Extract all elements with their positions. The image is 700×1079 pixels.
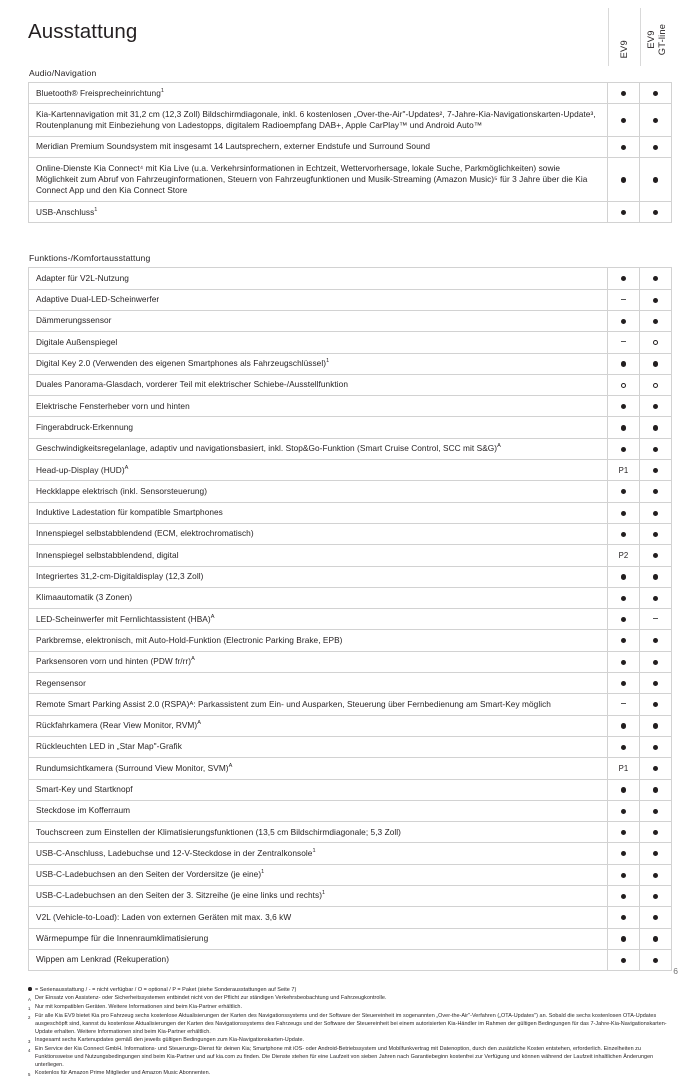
marker-cell-ev9 <box>608 630 640 651</box>
marker-standard-icon <box>621 319 626 324</box>
marker-cell-ev9 <box>608 289 640 310</box>
marker-cell-ev9_gtline <box>640 310 672 331</box>
marker-cell-ev9 <box>608 843 640 864</box>
marker-cell-ev9_gtline <box>640 268 672 289</box>
marker-cell-ev9 <box>608 268 640 289</box>
marker-standard-icon <box>653 638 658 643</box>
marker-cell-ev9 <box>608 502 640 523</box>
marker-standard-icon <box>653 298 658 303</box>
feature-name: Parkbremse, elektronisch, mit Auto-Hold-Funktion (Electronic Parking Brake, EPB) <box>29 630 608 651</box>
footnote-reference: 1 <box>312 848 316 855</box>
feature-name: Remote Smart Parking Assist 2.0 (RSPA)ᴬ: Parkassistent zum Ein- und Ausparken, Steuerung über Fernbedienung am Smart-Key möglich <box>29 694 608 715</box>
footnote-item <box>28 995 672 1004</box>
marker-standard-icon <box>653 660 658 665</box>
marker-cell-ev9 <box>608 396 640 417</box>
table-row <box>29 460 672 481</box>
marker-cell-ev9_gtline <box>640 545 672 566</box>
footnote-item <box>28 1046 672 1070</box>
feature-name: Regensensor <box>29 673 608 694</box>
marker-standard-icon <box>653 787 658 792</box>
marker-cell-ev9_gtline <box>640 864 672 885</box>
section-title: Funktions-/Komfortausstattung <box>29 253 151 264</box>
marker-cell-ev9 <box>608 523 640 544</box>
marker-standard-icon <box>653 936 658 941</box>
marker-standard-icon <box>621 532 626 537</box>
feature-name: Bluetooth® Freisprecheinrichtung$^1$ <box>29 83 608 104</box>
table-row <box>29 136 672 157</box>
marker-standard-icon <box>653 574 658 579</box>
marker-standard-icon <box>621 638 626 643</box>
footnote-item <box>28 1013 672 1037</box>
table-row <box>29 374 672 395</box>
marker-optional-icon <box>621 383 626 388</box>
marker-standard-icon <box>653 723 658 728</box>
marker-cell-ev9_gtline <box>640 736 672 757</box>
table-row <box>29 694 672 715</box>
marker-standard-icon <box>621 596 626 601</box>
table-row <box>29 396 672 417</box>
footnote-marker: 3 <box>28 1038 31 1044</box>
footnote-text: Kostenlos für Amazon Prime Mitglieder und Amazon Music Abonnenten. <box>35 1069 211 1076</box>
footnote-marker: 4 <box>28 1047 31 1053</box>
marker-cell-ev9 <box>608 460 640 481</box>
marker-cell-ev9_gtline <box>640 630 672 651</box>
marker-standard-icon <box>653 91 658 96</box>
marker-standard-icon <box>653 177 658 182</box>
marker-standard-icon <box>653 873 658 878</box>
feature-name: Integriertes 31,2-cm-Digitaldisplay (12,3 Zoll) <box>29 566 608 587</box>
footnote-text: Für alle Kia EV9 bietet Kia pro Fahrzeug sechs kostenlose Aktualisierungen der Karten des Navigationssystems und der Software der Steuereinheit im sogenannten „Over-the-Air"-Verfahren („OTA-Updates") an. Sobald die sechs kostenlosen OTA-Updates ausgeschöpft sind, kannst du kostenlose Aktualisierungen der Karten des Navigationssystems des Fahrzeugs und der Software der Steuereinheit bei einem autorisierten Kia-Händler im Rahmen der gültigen Bedingungen für das 7-Jahre-Kia-Navigationskarten-Update erhalten. Weitere Informationen sind beim Kia-Partner erhältlich. <box>35 1013 667 1035</box>
feature-name: Fingerabdruck-Erkennung <box>29 417 608 438</box>
table-row <box>29 438 672 459</box>
footnote-marker: 5 <box>28 1071 31 1077</box>
marker-standard-icon <box>621 177 626 182</box>
marker-standard-icon <box>653 830 658 835</box>
marker-standard-icon <box>621 723 626 728</box>
marker-standard-icon <box>653 915 658 920</box>
table-row <box>29 417 672 438</box>
marker-package-label: P1 <box>618 465 629 475</box>
marker-cell-ev9 <box>608 545 640 566</box>
marker-cell-ev9 <box>608 353 640 374</box>
footnote-reference: 1 <box>326 358 330 365</box>
marker-cell-ev9_gtline <box>640 136 672 157</box>
section-funktions-komfortausstattung <box>28 253 672 971</box>
marker-cell-ev9 <box>608 104 640 137</box>
marker-cell-ev9 <box>608 566 640 587</box>
feature-name: Klimaautomatik (3 Zonen) <box>29 587 608 608</box>
footnote-item <box>28 987 672 995</box>
footnote-reference: A <box>124 464 129 471</box>
marker-standard-icon <box>621 511 626 516</box>
marker-standard-icon <box>621 873 626 878</box>
feature-name: Touchscreen zum Einstellen der Klimatisierungsfunktionen (13,5 cm Bildschirmdiagonale; 5,3 Zoll) <box>29 822 608 843</box>
table-row <box>29 289 672 310</box>
table-row <box>29 907 672 928</box>
table-row <box>29 332 672 353</box>
marker-standard-icon <box>653 532 658 537</box>
table-row <box>29 523 672 544</box>
feature-name: Geschwindigkeitsregelanlage, adaptiv und navigationsbasiert, inkl. Stop&Go-Funktion (Smart Cruise Control, SCC mit S&G)$^A$ <box>29 438 608 459</box>
column-header-label: EV9 GT-line <box>646 23 667 56</box>
marker-standard-icon <box>653 447 658 452</box>
footnote-reference: 1 <box>261 869 265 876</box>
table-row <box>29 502 672 523</box>
marker-standard-icon <box>653 958 658 963</box>
marker-standard-icon <box>653 596 658 601</box>
marker-unavailable-icon <box>621 703 626 704</box>
marker-package-label: P1 <box>618 763 629 773</box>
page-header <box>28 0 672 68</box>
footnote-text: = Serienausstattung / - = nicht verfügbar / O = optional / P = Paket (siehe Sonderausstattungen auf Seite 7) <box>35 987 297 994</box>
footnote-reference: A <box>497 443 501 450</box>
feature-name: Meridian Premium Soundsystem mit insgesamt 14 Lautsprechern, externer Endstufe und Surround Sound <box>29 136 608 157</box>
marker-standard-icon <box>653 851 658 856</box>
feature-name: Rundumsichtkamera (Surround View Monitor, SVM)$^A$ <box>29 758 608 779</box>
feature-name: Online-Dienste Kia Connect⁴ mit Kia Live (u.a. Verkehrsinformationen in Echtzeit, Wettervorhersage, lokale Suche, Parkmöglichkeiten) sowie Möglichkeit zum Abruf von Fahrzeuginformationen, Steuern von Fahrzeugfunktionen und Musik-Streaming (Amazon Music)⁵ für 3 Jahre über die Kia Connect App und den Kia Connect Store <box>29 158 608 202</box>
marker-standard-icon <box>621 447 626 452</box>
marker-cell-ev9 <box>608 481 640 502</box>
marker-standard-icon <box>621 851 626 856</box>
marker-standard-icon <box>621 118 626 123</box>
marker-cell-ev9_gtline <box>640 460 672 481</box>
feature-name: Dämmerungssensor <box>29 310 608 331</box>
footnotes <box>28 987 672 1078</box>
marker-standard-icon <box>653 468 658 473</box>
table-row <box>29 949 672 970</box>
marker-standard-icon <box>653 425 658 430</box>
marker-cell-ev9_gtline <box>640 822 672 843</box>
footnote-marker: 2 <box>28 1015 31 1021</box>
footnote-reference: A <box>197 720 201 727</box>
feature-name: Elektrische Fensterheber vorn und hinten <box>29 396 608 417</box>
marker-cell-ev9_gtline <box>640 438 672 459</box>
marker-standard-icon <box>621 91 626 96</box>
marker-standard-icon <box>621 660 626 665</box>
marker-standard-icon <box>621 894 626 899</box>
footnote-item <box>28 1004 672 1013</box>
table-row <box>29 651 672 672</box>
table-row <box>29 673 672 694</box>
feature-name: Adapter für V2L-Nutzung <box>29 268 608 289</box>
column-header-label: EV9 <box>619 39 630 58</box>
marker-cell-ev9_gtline <box>640 715 672 736</box>
marker-standard-icon <box>653 681 658 686</box>
feature-name: Digitale Außenspiegel <box>29 332 608 353</box>
marker-standard-icon <box>653 319 658 324</box>
marker-cell-ev9_gtline <box>640 523 672 544</box>
marker-cell-ev9 <box>608 864 640 885</box>
marker-cell-ev9_gtline <box>640 202 672 223</box>
table-row <box>29 268 672 289</box>
table-row <box>29 587 672 608</box>
marker-cell-ev9_gtline <box>640 694 672 715</box>
footnote-reference: 1 <box>94 206 98 213</box>
marker-cell-ev9_gtline <box>640 566 672 587</box>
footnote-reference: A <box>191 656 195 663</box>
marker-standard-icon <box>621 617 626 622</box>
marker-unavailable-icon <box>621 299 626 300</box>
page-number: 6 <box>673 966 678 976</box>
marker-standard-icon <box>653 809 658 814</box>
marker-standard-icon <box>653 210 658 215</box>
table-row <box>29 353 672 374</box>
footnote-reference: A <box>210 613 215 620</box>
table-row <box>29 715 672 736</box>
table-row <box>29 481 672 502</box>
marker-cell-ev9_gtline <box>640 651 672 672</box>
feature-name: Kia-Kartennavigation mit 31,2 cm (12,3 Zoll) Bildschirmdiagonale, inkl. 6 kostenlosen „Over-the-Air"-Updates², 7-Jahre-Kia-Navigationskarten-Update³, Routenplanung mit Einbeziehung von Ladestopps, digitalem Radioempfang DAB+, Apple CarPlay™ und Android Auto™ <box>29 104 608 137</box>
table-row <box>29 545 672 566</box>
section-title: Audio/Navigation <box>29 68 97 78</box>
footnote-text: Der Einsatz von Assistenz- oder Sicherheitssystemen entbindet nicht von der Pflicht zur ständigen Verkehrsbeobachtung und Fahrzeugkontrolle. <box>35 995 387 1002</box>
marker-cell-ev9 <box>608 907 640 928</box>
marker-cell-ev9_gtline <box>640 83 672 104</box>
marker-cell-ev9 <box>608 949 640 970</box>
marker-cell-ev9 <box>608 310 640 331</box>
footnote-item <box>28 1070 672 1079</box>
marker-standard-icon <box>621 574 626 579</box>
marker-cell-ev9 <box>608 736 640 757</box>
marker-cell-ev9 <box>608 928 640 949</box>
feature-name: V2L (Vehicle-to-Load): Laden von externen Geräten mit max. 3,6 kW <box>29 907 608 928</box>
table-row <box>29 779 672 800</box>
marker-cell-ev9_gtline <box>640 949 672 970</box>
table-row <box>29 609 672 630</box>
column-header-ev9 <box>608 8 640 66</box>
marker-cell-ev9 <box>608 374 640 395</box>
table-row <box>29 843 672 864</box>
marker-cell-ev9 <box>608 587 640 608</box>
feature-name: USB-C-Ladebuchsen an den Seiten der Vordersitze (je eine)$^1$ <box>29 864 608 885</box>
section-audio-navigation <box>28 68 672 223</box>
marker-standard-icon <box>653 553 658 558</box>
marker-standard-icon <box>653 361 658 366</box>
footnote-reference: 1 <box>322 890 326 897</box>
marker-cell-ev9 <box>608 417 640 438</box>
marker-standard-icon <box>653 489 658 494</box>
table-row <box>29 83 672 104</box>
marker-cell-ev9 <box>608 609 640 630</box>
marker-cell-ev9_gtline <box>640 885 672 906</box>
marker-cell-ev9_gtline <box>640 396 672 417</box>
marker-standard-icon <box>621 210 626 215</box>
footnote-reference: 1 <box>160 87 165 94</box>
table-row <box>29 566 672 587</box>
marker-standard-icon <box>653 404 658 409</box>
marker-standard-icon <box>621 489 626 494</box>
table-row <box>29 630 672 651</box>
feature-name: Induktive Ladestation für kompatible Smartphones <box>29 502 608 523</box>
section-spacer <box>0 223 700 253</box>
table-row <box>29 758 672 779</box>
table-row <box>29 885 672 906</box>
column-headers <box>608 8 672 66</box>
feature-name: Adaptive Dual-LED-Scheinwerfer <box>29 289 608 310</box>
marker-package-label: P2 <box>618 550 629 560</box>
marker-cell-ev9_gtline <box>640 907 672 928</box>
table-row <box>29 202 672 223</box>
marker-standard-icon <box>653 511 658 516</box>
page-title: Ausstattung <box>28 20 138 43</box>
marker-unavailable-icon <box>653 618 658 619</box>
table-row <box>29 800 672 821</box>
column-header-ev9_gtline <box>640 8 672 66</box>
marker-standard-icon <box>621 425 626 430</box>
marker-cell-ev9_gtline <box>640 104 672 137</box>
marker-cell-ev9 <box>608 83 640 104</box>
marker-standard-icon <box>653 702 658 707</box>
marker-optional-icon <box>653 383 658 388</box>
marker-cell-ev9 <box>608 758 640 779</box>
table-row <box>29 822 672 843</box>
table-row <box>29 864 672 885</box>
marker-cell-ev9_gtline <box>640 417 672 438</box>
marker-cell-ev9 <box>608 822 640 843</box>
marker-standard-icon <box>653 276 658 281</box>
marker-standard-icon <box>653 745 658 750</box>
feature-name: Parksensoren vorn und hinten (PDW fr/rr)$^A$ <box>29 651 608 672</box>
marker-standard-icon <box>621 958 626 963</box>
footnote-item <box>28 1037 672 1046</box>
marker-standard-icon <box>621 361 626 366</box>
table-row <box>29 310 672 331</box>
feature-name: Rückfahrkamera (Rear View Monitor, RVM)$^A$ <box>29 715 608 736</box>
marker-standard-icon <box>621 681 626 686</box>
marker-optional-icon <box>653 340 658 345</box>
footnote-reference: A <box>228 762 233 769</box>
marker-standard-icon <box>653 145 658 150</box>
spec-table <box>28 267 672 971</box>
table-row <box>29 736 672 757</box>
marker-cell-ev9_gtline <box>640 587 672 608</box>
feature-name: USB-C-Ladebuchsen an den Seiten der 3. Sitzreihe (je eine links und rechts)$^1$ <box>29 885 608 906</box>
spec-table <box>28 82 672 223</box>
feature-name: Heckklappe elektrisch (inkl. Sensorsteuerung) <box>29 481 608 502</box>
marker-cell-ev9_gtline <box>640 502 672 523</box>
feature-name: LED-Scheinwerfer mit Fernlichtassistent (HBA)$^A$ <box>29 609 608 630</box>
feature-name: Digital Key 2.0 (Verwenden des eigenen Smartphones als Fahrzeugschlüssel)$^1$ <box>29 353 608 374</box>
feature-name: Smart-Key und Startknopf <box>29 779 608 800</box>
marker-cell-ev9_gtline <box>640 158 672 202</box>
marker-cell-ev9 <box>608 136 640 157</box>
feature-name: Steckdose im Kofferraum <box>29 800 608 821</box>
marker-standard-icon <box>653 766 658 771</box>
footnote-text: Insgesamt sechs Kartenupdates gemäß den jeweils gültigen Bedingungen zum Kia-Navigationskarten-Update. <box>35 1036 305 1043</box>
table-row <box>29 104 672 137</box>
marker-cell-ev9 <box>608 673 640 694</box>
table-row <box>29 158 672 202</box>
marker-standard-icon <box>621 787 626 792</box>
marker-cell-ev9_gtline <box>640 332 672 353</box>
feature-name: Head-up-Display (HUD)$^A$ <box>29 460 608 481</box>
marker-standard-icon <box>621 404 626 409</box>
footnote-marker: 1 <box>28 1006 31 1012</box>
feature-name: Duales Panorama-Glasdach, vorderer Teil mit elektrischer Schiebe-/Ausstellfunktion <box>29 374 608 395</box>
marker-standard-icon <box>621 936 626 941</box>
marker-cell-ev9_gtline <box>640 374 672 395</box>
feature-name: Innenspiegel selbstabblendend (ECM, elektrochromatisch) <box>29 523 608 544</box>
marker-cell-ev9_gtline <box>640 353 672 374</box>
marker-cell-ev9_gtline <box>640 609 672 630</box>
spec-sections <box>0 68 700 971</box>
marker-cell-ev9_gtline <box>640 481 672 502</box>
marker-standard-icon <box>621 915 626 920</box>
marker-cell-ev9 <box>608 202 640 223</box>
feature-name: Wippen am Lenkrad (Rekuperation) <box>29 949 608 970</box>
marker-cell-ev9_gtline <box>640 673 672 694</box>
marker-standard-icon <box>653 894 658 899</box>
marker-cell-ev9_gtline <box>640 928 672 949</box>
marker-cell-ev9_gtline <box>640 800 672 821</box>
marker-cell-ev9 <box>608 332 640 353</box>
marker-cell-ev9 <box>608 715 640 736</box>
footnote-marker: A <box>28 997 31 1003</box>
marker-cell-ev9 <box>608 438 640 459</box>
feature-name: USB-Anschluss$^1$ <box>29 202 608 223</box>
feature-name: Wärmepumpe für die Innenraumklimatisierung <box>29 928 608 949</box>
marker-cell-ev9_gtline <box>640 289 672 310</box>
marker-cell-ev9 <box>608 651 640 672</box>
marker-standard-icon <box>621 745 626 750</box>
marker-cell-ev9 <box>608 800 640 821</box>
marker-cell-ev9 <box>608 158 640 202</box>
marker-cell-ev9_gtline <box>640 779 672 800</box>
marker-standard-icon <box>621 276 626 281</box>
marker-cell-ev9_gtline <box>640 758 672 779</box>
marker-cell-ev9 <box>608 779 640 800</box>
marker-unavailable-icon <box>621 341 626 342</box>
table-row <box>29 928 672 949</box>
marker-cell-ev9 <box>608 694 640 715</box>
marker-standard-icon <box>653 118 658 123</box>
footnote-legend-dot-icon <box>28 987 35 995</box>
feature-name: USB-C-Anschluss, Ladebuchse und 12-V-Steckdose in der Zentralkonsole$^1$ <box>29 843 608 864</box>
marker-cell-ev9 <box>608 885 640 906</box>
footnote-text: Ein Service der Kia Connect GmbH. Informations- und Steuerungs-Dienst für deinen Kia; Smartphone mit iOS- oder Android-Betriebssystem und Mobilfunkvertrag mit Datenoption, durch den zusätzliche Kosten entstehen, erforderlich. Einzelheiten zu Funktionsweise und Nutzungsbedingungen sind beim Kia-Partner und auf kia.com zu finden. Die Dienste stehen für eine Laufzeit von sieben Jahren nach Garantiebeginn kostenfrei zur Verfügung und können während der Laufzeit inhaltlichen Änderungen unterliegen. <box>35 1045 654 1068</box>
marker-cell-ev9_gtline <box>640 843 672 864</box>
marker-standard-icon <box>621 809 626 814</box>
feature-name: Innenspiegel selbstabblendend, digital <box>29 545 608 566</box>
footnote-text: Nur mit kompatiblen Geräten. Weitere Informationen sind beim Kia-Partner erhältlich. <box>35 1004 243 1011</box>
marker-standard-icon <box>621 145 626 150</box>
feature-name: Rückleuchten LED in „Star Map"-Grafik <box>29 736 608 757</box>
marker-standard-icon <box>621 830 626 835</box>
